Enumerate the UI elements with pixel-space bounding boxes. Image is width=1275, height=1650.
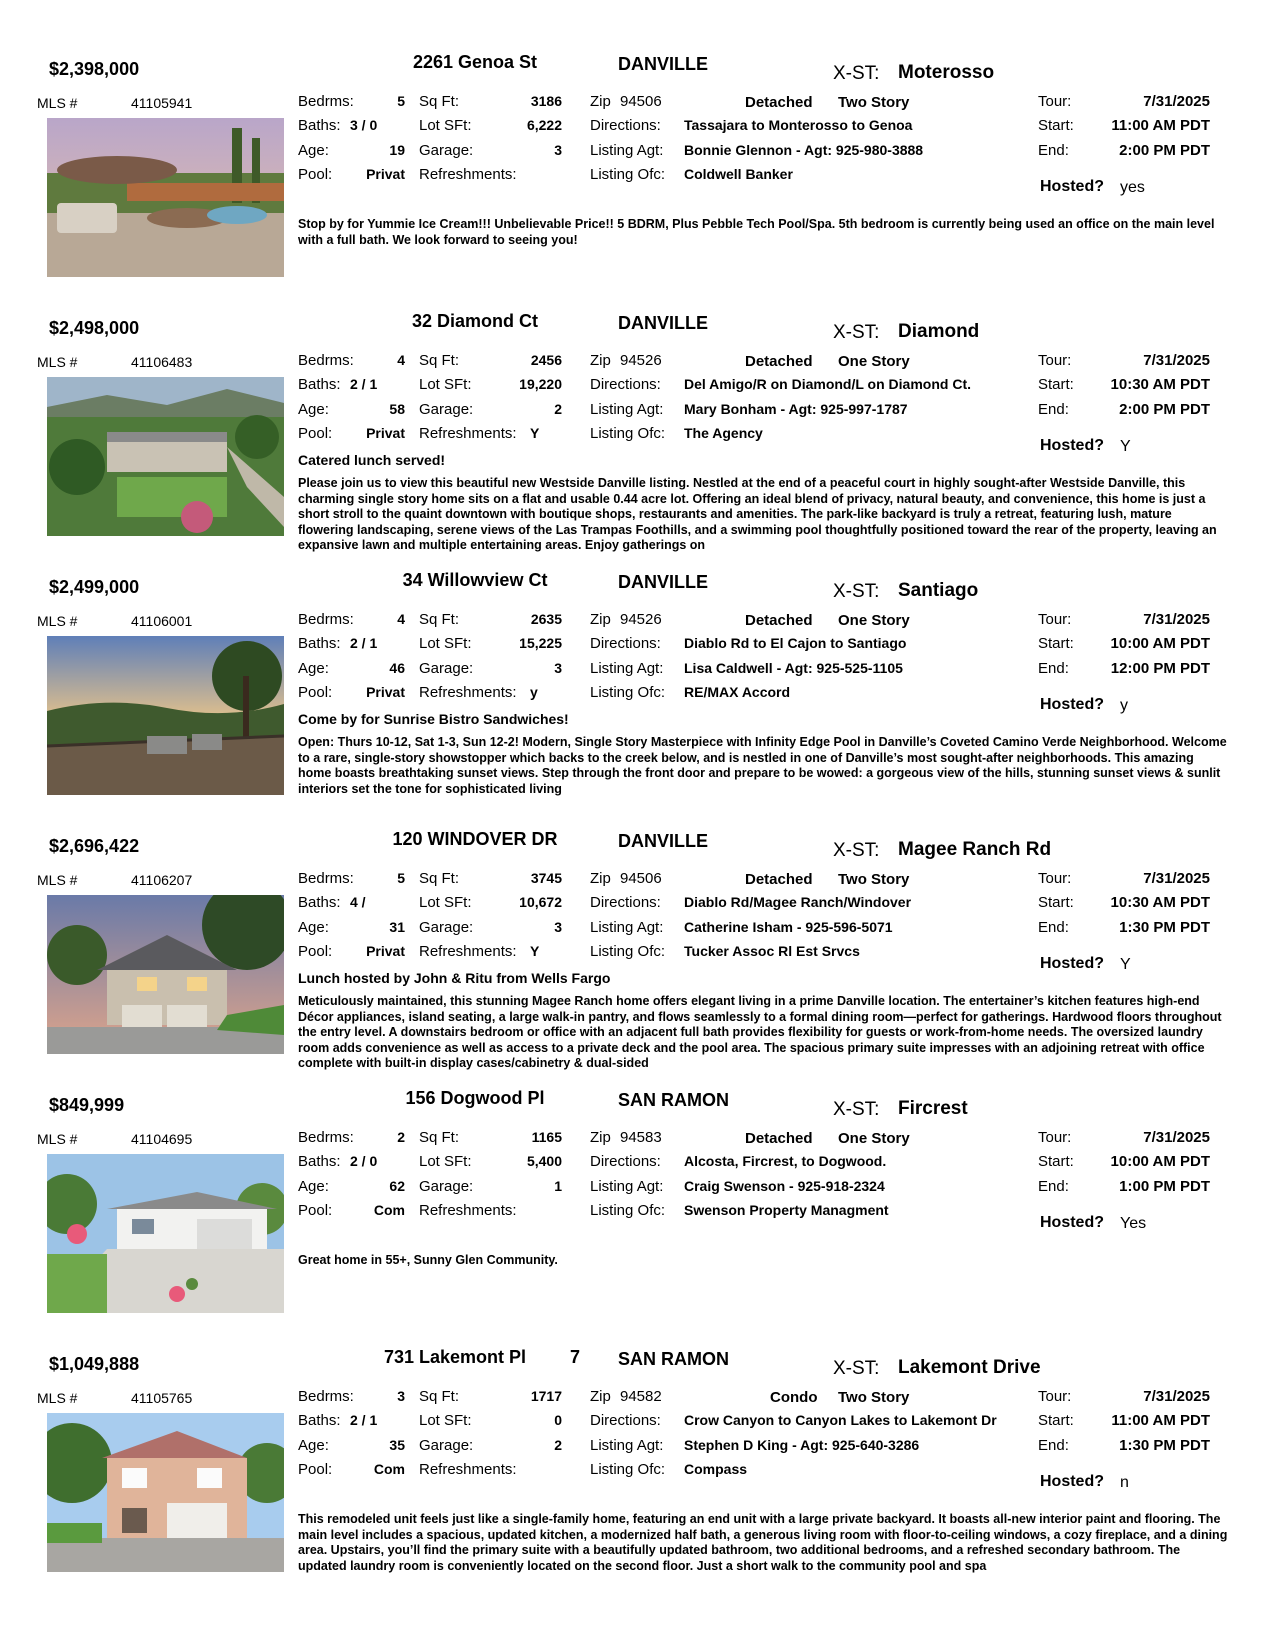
directions-label: Directions:	[590, 1412, 661, 1429]
directions-value: Diablo Rd to El Cajon to Santiago	[684, 635, 907, 651]
listing-remarks: Please join us to view this beautiful new Westside Danville listing. Nestled at the end of a peaceful court in highly sought-after Westside Danville, this charming single story home sits on a flat and usable 0.44 acre lot. Offering an ideal blend of privacy, natural beauty, and convenience, this home is just a short stroll to the quaint downtown with boutique shops, restaurants and amenities. The park-like backyard is truly a retreat, featuring lush, mature flowering landscaping, serene views of the Las Trampas Foothills, and a swimming pool thoughtfully positioned toward the rear of the property, leaving an expansive lawn and multiple entertaining areas. Enjoy gatherings on	[298, 476, 1217, 553]
listing-address: 156 Dogwood Pl	[405, 1088, 545, 1108]
cross-street-label: X-ST:	[833, 1358, 880, 1379]
listing-card	[0, 1071, 1275, 1331]
lot-sft-label: Lot SFt:	[419, 376, 472, 393]
listing-office-label: Listing Ofc:	[590, 684, 666, 701]
lot-sft-value: 5,400	[526, 1153, 562, 1169]
refreshments-label: Refreshments:	[419, 1202, 517, 1219]
listing-city: SAN RAMON	[618, 1349, 729, 1369]
pool-label: Pool:	[298, 425, 333, 442]
start-time: 10:30 AM PDT	[1110, 376, 1210, 393]
tagline: Come by for Sunrise Bistro Sandwiches!	[298, 711, 569, 727]
mls-label: MLS #	[37, 872, 78, 888]
end-time: 2:00 PM PDT	[1119, 142, 1210, 159]
hosted-value: yes	[1120, 179, 1145, 196]
pool-value: Com	[373, 1202, 405, 1218]
sqft-value: 2635	[530, 611, 562, 627]
zip-label: Zip	[590, 352, 611, 369]
pool-label: Pool:	[298, 166, 333, 183]
listing-agent-value: Stephen D King - Agt: 925-640-3286	[684, 1437, 920, 1453]
end-time: 1:00 PM PDT	[1119, 1178, 1210, 1195]
pool-value: Com	[373, 1461, 405, 1477]
garage-value: 3	[554, 660, 562, 676]
listing-agent-value: Bonnie Glennon - Agt: 925-980-3888	[684, 142, 924, 158]
cross-street-value: Magee Ranch Rd	[898, 839, 1052, 860]
start-time: 10:00 AM PDT	[1110, 635, 1210, 652]
start-time: 11:00 AM PDT	[1111, 117, 1210, 134]
baths-label: Baths:	[298, 117, 341, 134]
aerial-garden-photo	[47, 377, 284, 536]
bedrms-value: 5	[397, 93, 405, 109]
bedrms-label: Bedrms:	[298, 1129, 354, 1146]
pool-value: Privat	[366, 943, 405, 959]
age-value: 46	[389, 660, 405, 676]
listing-address: 731 Lakemont Pl	[383, 1347, 527, 1367]
directions-value: Tassajara to Monterosso to Genoa	[684, 117, 913, 133]
baths-value: 4 /	[350, 894, 366, 910]
listing-address: 32 Diamond Ct	[411, 311, 539, 331]
stories: Two Story	[838, 1389, 910, 1406]
listing-address: 34 Willowview Ct	[402, 570, 548, 590]
age-value: 62	[389, 1178, 405, 1194]
listing-remarks: This remodeled unit feels just like a single-family home, featuring an end unit with a large private backyard. It boasts all-new interior paint and flooring. The main level includes a spacious, updated kitchen, a modernized half bath, a generous living room with floor-to-ceiling windows, a cozy fireplace, and a dining area. Upstairs, you’ll find the primary suite with a beautifully updated bathroom, two additional bedrooms, and a refreshed secondary bathroom. The updated laundry room is conveniently located on the second floor. Just a short walk to the community pool and spa	[298, 1512, 1228, 1573]
listing-city: DANVILLE	[618, 313, 708, 333]
mls-number: 41105765	[131, 1390, 193, 1406]
listing-price: $2,499,000	[49, 577, 140, 597]
end-time: 1:30 PM PDT	[1119, 1437, 1210, 1454]
listing-agent-label: Listing Agt:	[590, 1178, 664, 1195]
mls-number: 41106207	[131, 872, 193, 888]
listing-office-value: RE/MAX Accord	[684, 684, 791, 700]
hosted-label: Hosted?	[1040, 437, 1104, 454]
end-label: End:	[1038, 401, 1069, 418]
garage-value: 3	[554, 919, 562, 935]
zip-label: Zip	[590, 93, 611, 110]
listing-office-label: Listing Ofc:	[590, 425, 666, 442]
start-time: 11:00 AM PDT	[1111, 1412, 1210, 1429]
bedrms-value: 4	[397, 352, 405, 368]
refreshments-value: y	[530, 684, 538, 700]
property-type: Detached	[745, 612, 813, 629]
baths-value: 2 / 1	[350, 635, 378, 651]
baths-label: Baths:	[298, 894, 341, 911]
bedrms-value: 5	[397, 870, 405, 886]
sqft-value: 2456	[530, 352, 562, 368]
cross-street-value: Santiago	[898, 580, 979, 601]
listing-office-value: Coldwell Banker	[684, 166, 793, 182]
mls-label: MLS #	[37, 1390, 78, 1406]
sqft-label: Sq Ft:	[419, 870, 460, 887]
stories: Two Story	[838, 871, 910, 888]
refreshments-label: Refreshments:	[419, 166, 517, 183]
unit-number: 7	[570, 1347, 581, 1367]
garage-value: 2	[554, 401, 562, 417]
listing-office-value: Tucker Assoc Rl Est Srvcs	[684, 943, 860, 959]
mls-number: 41106001	[131, 613, 193, 629]
hosted-label: Hosted?	[1040, 1473, 1104, 1490]
listing-city: SAN RAMON	[618, 1090, 729, 1110]
directions-label: Directions:	[590, 894, 661, 911]
hosted-label: Hosted?	[1040, 1214, 1104, 1231]
age-label: Age:	[298, 1437, 329, 1454]
listing-price: $1,049,888	[49, 1354, 140, 1374]
zip-value: 94583	[620, 1129, 662, 1146]
age-label: Age:	[298, 401, 329, 418]
lot-sft-value: 6,222	[526, 117, 562, 133]
property-type: Detached	[745, 94, 813, 111]
listing-office-value: The Agency	[684, 425, 763, 441]
bedrms-label: Bedrms:	[298, 870, 354, 887]
listing-office-label: Listing Ofc:	[590, 943, 666, 960]
cross-street-label: X-ST:	[833, 63, 880, 84]
tour-label: Tour:	[1038, 870, 1072, 887]
listing-price: $849,999	[49, 1095, 125, 1115]
sqft-value: 3745	[530, 870, 562, 886]
start-time: 10:30 AM PDT	[1110, 894, 1210, 911]
age-label: Age:	[298, 1178, 329, 1195]
tour-date: 7/31/2025	[1143, 1129, 1210, 1146]
sqft-label: Sq Ft:	[419, 1129, 460, 1146]
garage-label: Garage:	[419, 401, 474, 418]
age-value: 19	[389, 142, 405, 158]
pool-value: Privat	[366, 425, 405, 441]
directions-value: Del Amigo/R on Diamond/L on Diamond Ct.	[684, 376, 971, 392]
cross-street-value: Fircrest	[898, 1098, 968, 1119]
baths-value: 2 / 1	[350, 1412, 378, 1428]
bedrms-value: 4	[397, 611, 405, 627]
tour-date: 7/31/2025	[1143, 1388, 1210, 1405]
single-story-house-photo	[47, 1154, 284, 1313]
tour-date: 7/31/2025	[1143, 352, 1210, 369]
listing-agent-label: Listing Agt:	[590, 919, 664, 936]
listing-card	[0, 294, 1275, 554]
pool-label: Pool:	[298, 1461, 333, 1478]
start-label: Start:	[1038, 117, 1074, 134]
refreshments-label: Refreshments:	[419, 425, 517, 442]
tour-date: 7/31/2025	[1143, 870, 1210, 887]
start-label: Start:	[1038, 1412, 1074, 1429]
property-type: Detached	[745, 871, 813, 888]
listing-card	[0, 812, 1275, 1072]
stories: Two Story	[838, 94, 910, 111]
tour-date: 7/31/2025	[1143, 93, 1210, 110]
start-label: Start:	[1038, 1153, 1074, 1170]
directions-value: Alcosta, Fircrest, to Dogwood.	[684, 1153, 887, 1169]
zip-value: 94506	[620, 93, 662, 110]
condo-townhouse-photo	[47, 1413, 284, 1572]
bedrms-value: 2	[397, 1129, 405, 1145]
garage-value: 2	[554, 1437, 562, 1453]
lot-sft-value: 15,225	[519, 635, 562, 651]
directions-label: Directions:	[590, 1153, 661, 1170]
listing-city: DANVILLE	[618, 572, 708, 592]
start-label: Start:	[1038, 635, 1074, 652]
refreshments-value: Y	[530, 425, 540, 441]
listing-remarks: Great home in 55+, Sunny Glen Community.	[298, 1253, 558, 1267]
end-time: 12:00 PM PDT	[1110, 660, 1210, 677]
cross-street-label: X-ST:	[833, 322, 880, 343]
sqft-label: Sq Ft:	[419, 1388, 460, 1405]
directions-label: Directions:	[590, 117, 661, 134]
refreshments-value: Y	[530, 943, 540, 959]
baths-value: 3 / 0	[350, 117, 378, 133]
age-value: 58	[389, 401, 405, 417]
garage-label: Garage:	[419, 1437, 474, 1454]
directions-value: Diablo Rd/Magee Ranch/Windover	[684, 894, 912, 910]
mls-number: 41105941	[131, 95, 193, 111]
directions-label: Directions:	[590, 376, 661, 393]
lot-sft-label: Lot SFt:	[419, 1153, 472, 1170]
sqft-value: 1717	[530, 1388, 562, 1404]
sqft-label: Sq Ft:	[419, 93, 460, 110]
bedrms-label: Bedrms:	[298, 1388, 354, 1405]
start-time: 10:00 AM PDT	[1110, 1153, 1210, 1170]
garage-value: 3	[554, 142, 562, 158]
listing-agent-value: Mary Bonham - Agt: 925-997-1787	[684, 401, 908, 417]
listing-remarks: Stop by for Yummie Ice Cream!!! Unbelievable Price!! 5 BDRM, Plus Pebble Tech Pool/Spa. 5th bedroom is currently being used an office on the main level with a full bath. We look forward to seeing you!	[298, 217, 1215, 247]
bedrms-label: Bedrms:	[298, 611, 354, 628]
listing-office-value: Swenson Property Managment	[684, 1202, 889, 1218]
tour-date: 7/31/2025	[1143, 611, 1210, 628]
pool-value: Privat	[366, 684, 405, 700]
baths-label: Baths:	[298, 376, 341, 393]
stories: One Story	[838, 612, 910, 629]
mls-label: MLS #	[37, 354, 78, 370]
listing-office-label: Listing Ofc:	[590, 1461, 666, 1478]
zip-label: Zip	[590, 1129, 611, 1146]
start-label: Start:	[1038, 376, 1074, 393]
listing-card	[0, 35, 1275, 295]
garage-label: Garage:	[419, 1178, 474, 1195]
age-label: Age:	[298, 660, 329, 677]
zip-label: Zip	[590, 1388, 611, 1405]
baths-label: Baths:	[298, 1153, 341, 1170]
lot-sft-label: Lot SFt:	[419, 894, 472, 911]
cross-street-label: X-ST:	[833, 1099, 880, 1120]
end-label: End:	[1038, 142, 1069, 159]
listing-remarks: Meticulously maintained, this stunning Magee Ranch home offers elegant living in a prime Danville location. The entertainer’s kitchen features high-end Décor appliances, island seating, a large walk-in pantry, and flows seamlessly to a formal dining room—perfect for gatherings. Hardwood floors throughout the entry level. A downstairs bedroom or office with an adjacent full bath provides flexibility for guests or work-from-home needs. The oversized laundry room adds convenience as well as access to a private deck and the pool area. The spacious primary suite impresses with an adjoining retreat with office complete with built-in display cases/cabinetry & dual-sided	[298, 994, 1222, 1071]
tour-label: Tour:	[1038, 611, 1072, 628]
sunset-deck-photo	[47, 636, 284, 795]
hosted-value: Y	[1120, 956, 1131, 973]
zip-label: Zip	[590, 870, 611, 887]
hosted-value: n	[1120, 1474, 1129, 1491]
bedrms-label: Bedrms:	[298, 352, 354, 369]
zip-value: 94506	[620, 870, 662, 887]
cross-street-value: Moterosso	[898, 62, 995, 83]
tour-label: Tour:	[1038, 1129, 1072, 1146]
end-label: End:	[1038, 660, 1069, 677]
baths-label: Baths:	[298, 1412, 341, 1429]
pool-label: Pool:	[298, 943, 333, 960]
garage-value: 1	[554, 1178, 562, 1194]
age-label: Age:	[298, 142, 329, 159]
end-label: End:	[1038, 1437, 1069, 1454]
hosted-label: Hosted?	[1040, 696, 1104, 713]
property-type: Condo	[770, 1389, 818, 1406]
listing-agent-value: Lisa Caldwell - Agt: 925-525-1105	[684, 660, 903, 676]
listing-price: $2,696,422	[49, 836, 140, 856]
directions-label: Directions:	[590, 635, 661, 652]
listing-office-value: Compass	[684, 1461, 748, 1477]
hosted-value: Yes	[1120, 1215, 1147, 1232]
mls-label: MLS #	[37, 613, 78, 629]
listing-agent-value: Craig Swenson - 925-918-2324	[684, 1178, 885, 1194]
tagline: Lunch hosted by John & Ritu from Wells Fargo	[298, 970, 611, 986]
zip-value: 94526	[620, 352, 662, 369]
lot-sft-label: Lot SFt:	[419, 635, 472, 652]
cross-street-label: X-ST:	[833, 581, 880, 602]
lot-sft-label: Lot SFt:	[419, 117, 472, 134]
listing-city: DANVILLE	[618, 54, 708, 74]
garage-label: Garage:	[419, 919, 474, 936]
hosted-value: Y	[1120, 438, 1131, 455]
sqft-label: Sq Ft:	[419, 352, 460, 369]
garage-label: Garage:	[419, 660, 474, 677]
listing-price: $2,398,000	[49, 59, 140, 79]
mls-number: 41104695	[131, 1131, 193, 1147]
listing-agent-label: Listing Agt:	[590, 660, 664, 677]
stories: One Story	[838, 1130, 910, 1147]
lot-sft-value: 0	[554, 1412, 562, 1428]
mls-label: MLS #	[37, 95, 78, 111]
age-value: 35	[389, 1437, 405, 1453]
stories: One Story	[838, 353, 910, 370]
listing-office-label: Listing Ofc:	[590, 1202, 666, 1219]
tour-label: Tour:	[1038, 352, 1072, 369]
refreshments-label: Refreshments:	[419, 684, 517, 701]
two-story-house-dusk-photo	[47, 895, 284, 1054]
age-value: 31	[389, 919, 405, 935]
listing-city: DANVILLE	[618, 831, 708, 851]
listing-agent-label: Listing Agt:	[590, 401, 664, 418]
property-type: Detached	[745, 353, 813, 370]
listing-agent-label: Listing Agt:	[590, 142, 664, 159]
lot-sft-value: 19,220	[519, 376, 562, 392]
cross-street-value: Diamond	[898, 321, 980, 342]
cross-street-label: X-ST:	[833, 840, 880, 861]
listing-card	[0, 553, 1275, 813]
tagline: Catered lunch served!	[298, 452, 446, 468]
baths-label: Baths:	[298, 635, 341, 652]
listing-office-label: Listing Ofc:	[590, 166, 666, 183]
sqft-value: 3186	[530, 93, 562, 109]
listing-agent-value: Catherine Isham - 925-596-5071	[684, 919, 893, 935]
mls-number: 41106483	[131, 354, 193, 370]
listing-address: 120 WINDOVER DR	[392, 829, 558, 849]
mls-label: MLS #	[37, 1131, 78, 1147]
tour-label: Tour:	[1038, 1388, 1072, 1405]
bedrms-value: 3	[397, 1388, 405, 1404]
hosted-label: Hosted?	[1040, 178, 1104, 195]
refreshments-label: Refreshments:	[419, 1461, 517, 1478]
garage-label: Garage:	[419, 142, 474, 159]
patio-pool-photo	[47, 118, 284, 277]
refreshments-label: Refreshments:	[419, 943, 517, 960]
hosted-value: y	[1120, 697, 1128, 714]
pool-value: Privat	[366, 166, 405, 182]
end-label: End:	[1038, 919, 1069, 936]
pool-label: Pool:	[298, 1202, 333, 1219]
cross-street-value: Lakemont Drive	[898, 1357, 1041, 1378]
lot-sft-label: Lot SFt:	[419, 1412, 472, 1429]
listing-price: $2,498,000	[49, 318, 140, 338]
directions-value: Crow Canyon to Canyon Lakes to Lakemont Dr	[684, 1412, 997, 1428]
end-time: 2:00 PM PDT	[1119, 401, 1210, 418]
lot-sft-value: 10,672	[519, 894, 562, 910]
start-label: Start:	[1038, 894, 1074, 911]
listing-card	[0, 1330, 1275, 1620]
baths-value: 2 / 0	[350, 1153, 378, 1169]
listing-address: 2261 Genoa St	[412, 52, 538, 72]
listing-agent-label: Listing Agt:	[590, 1437, 664, 1454]
age-label: Age:	[298, 919, 329, 936]
sqft-label: Sq Ft:	[419, 611, 460, 628]
bedrms-label: Bedrms:	[298, 93, 354, 110]
sqft-value: 1165	[531, 1129, 562, 1145]
tour-label: Tour:	[1038, 93, 1072, 110]
end-time: 1:30 PM PDT	[1119, 919, 1210, 936]
listing-remarks: Open: Thurs 10-12, Sat 1-3, Sun 12-2! Modern, Single Story Masterpiece with Infinity Edge Pool in Danville’s Coveted Camino Verde Neighborhood. Welcome to a rare, single-story showstopper which backs to the creek below, and is nestled in one of Danville’s most sought-after neighborhoods. This amazing home boasts breathtaking sunset views. Step through the front door and prepare to be wowed: a gorgeous view of the hills, stunning sunset views & sunlit interiors set the tone for sophisticated living	[298, 735, 1227, 796]
zip-value: 94526	[620, 611, 662, 628]
pool-label: Pool:	[298, 684, 333, 701]
hosted-label: Hosted?	[1040, 955, 1104, 972]
property-type: Detached	[745, 1130, 813, 1147]
baths-value: 2 / 1	[350, 376, 378, 392]
zip-label: Zip	[590, 611, 611, 628]
zip-value: 94582	[620, 1388, 662, 1405]
end-label: End:	[1038, 1178, 1069, 1195]
